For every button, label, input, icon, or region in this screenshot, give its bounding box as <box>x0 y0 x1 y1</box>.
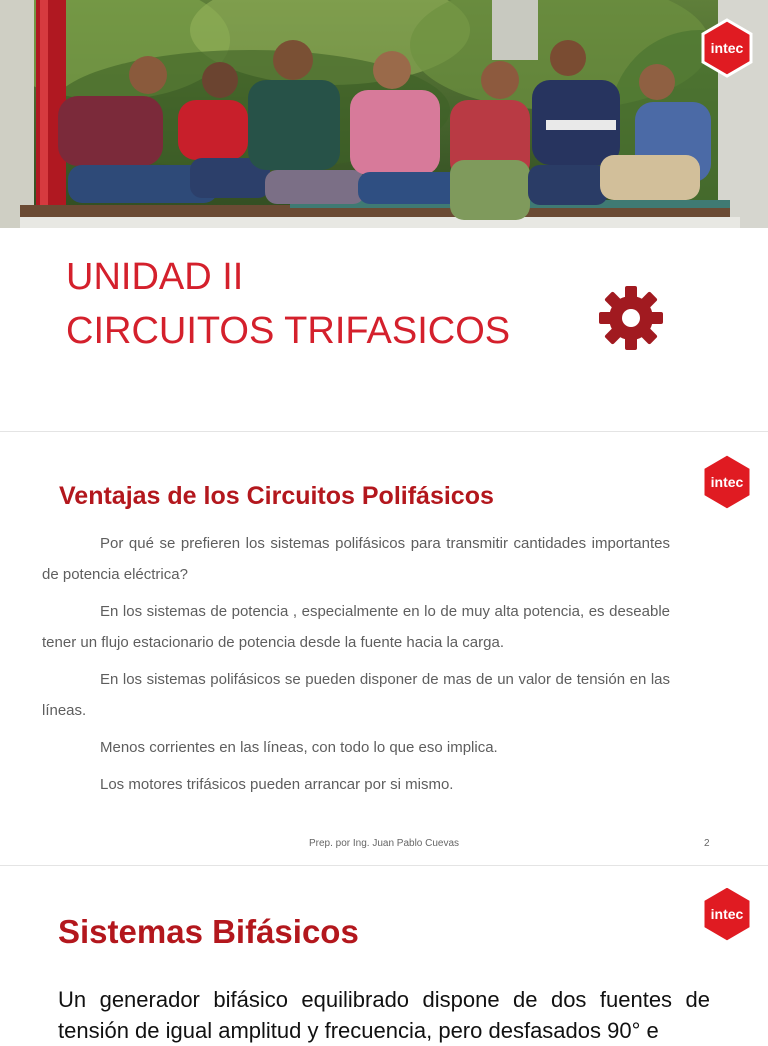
gear-icon <box>597 284 665 352</box>
intec-logo <box>700 18 754 78</box>
intec-logo-text: intec <box>710 474 744 490</box>
paragraph: En los sistemas de potencia , especialmente en lo de muy alta potencia, es deseable tener un flujo estacionario de potencia desde la fuente hacia la carga. <box>42 603 670 651</box>
page-number: 2 <box>704 838 710 849</box>
paragraph: Menos corrientes en las líneas, con todo lo que eso implica. <box>100 739 498 756</box>
intec-logo-text: intec <box>710 40 744 56</box>
unit-title: UNIDAD II <box>66 256 244 298</box>
unit-subtitle: CIRCUITOS TRIFASICOS <box>66 310 511 352</box>
advantages-slide <box>0 432 768 864</box>
biphasic-body: Un generador bifásico equilibrado dispone de dos fuentes de tensión de igual amplitud y frecuencia, pero desfasados 90° e <box>58 987 710 1043</box>
biphasic-slide <box>0 866 768 1043</box>
students-photo <box>0 0 768 228</box>
footer-author: Prep. por Ing. Juan Pablo Cuevas <box>308 838 460 849</box>
section-title: Sistemas Bifásicos <box>58 913 359 950</box>
paragraph: En los sistemas polifásicos se pueden disponer de mas de un valor de tensión en las líneas. <box>42 671 670 719</box>
intec-logo <box>700 452 754 512</box>
intec-logo-text: intec <box>710 906 744 922</box>
title-slide <box>0 0 768 430</box>
section-title: Ventajas de los Circuitos Polifásicos <box>59 482 494 510</box>
advantages-body <box>42 528 670 806</box>
paragraph: Por qué se prefieren los sistemas polifásicos para transmitir cantidades importantes de potencia eléctrica? <box>42 535 670 583</box>
paragraph: Los motores trifásicos pueden arrancar por si mismo. <box>100 776 454 793</box>
slide-title <box>66 250 510 358</box>
intec-logo <box>700 884 754 944</box>
